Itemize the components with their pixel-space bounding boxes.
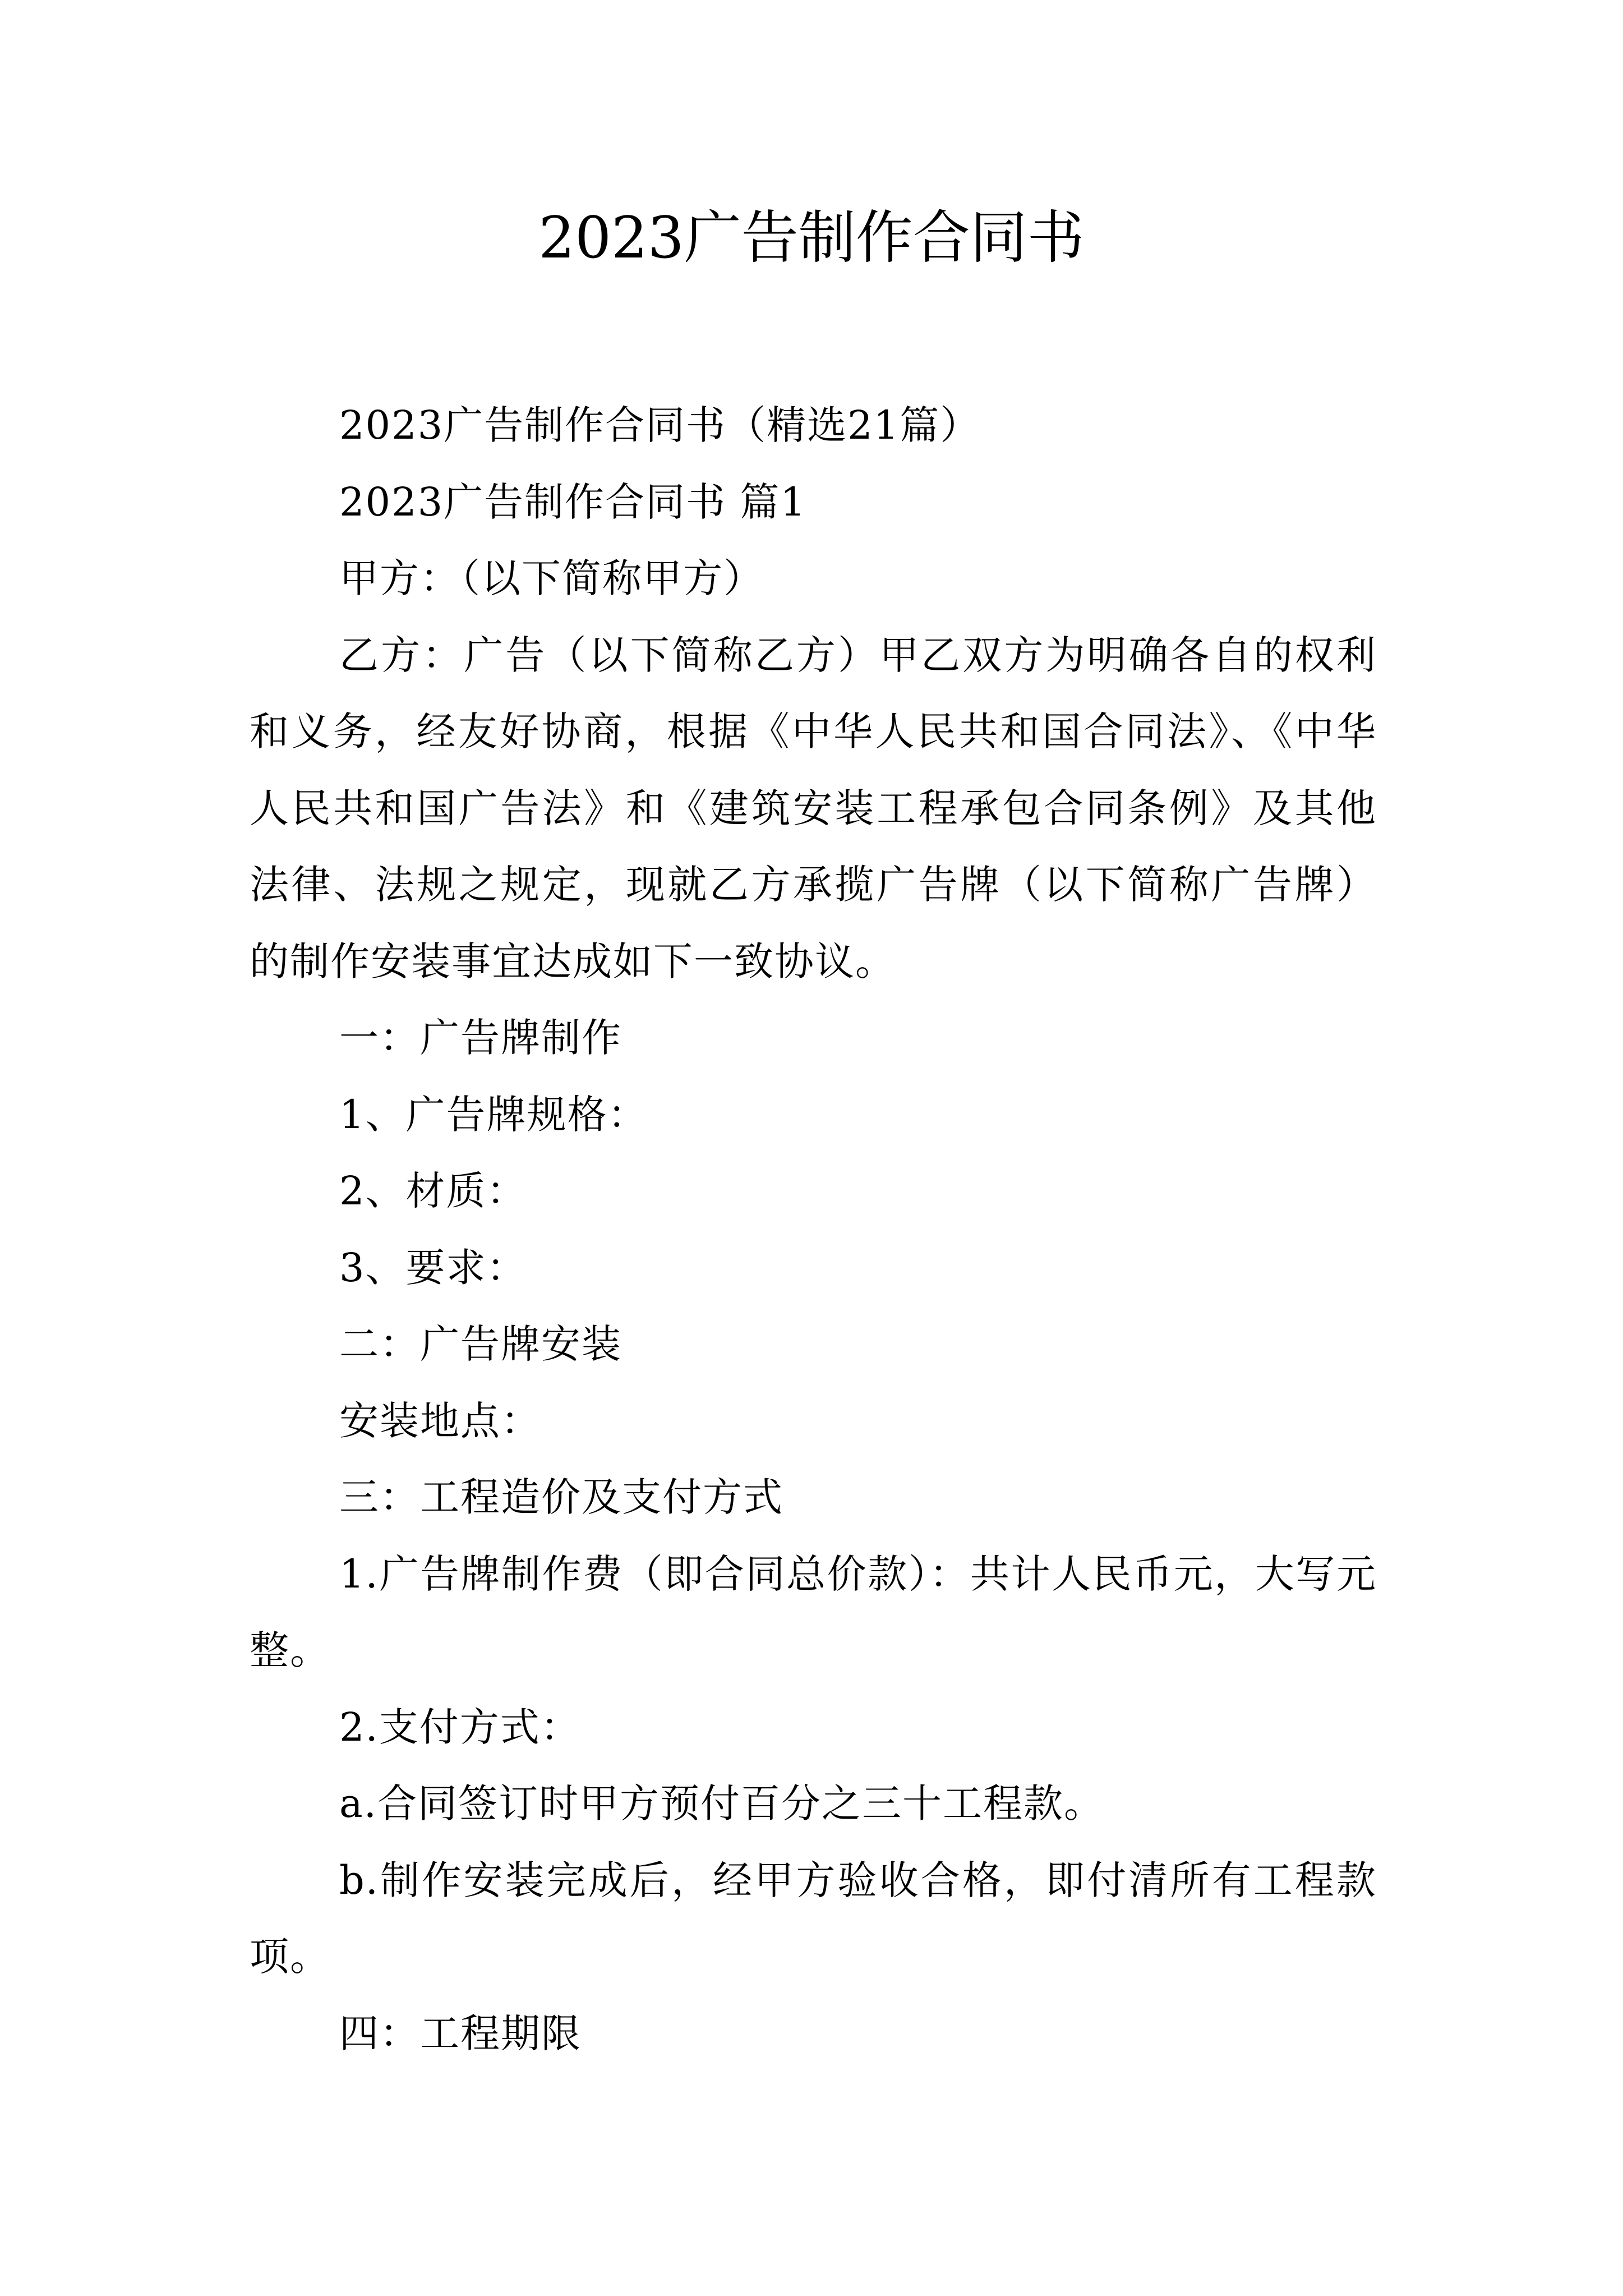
paragraph-party-a: 甲方：（以下简称甲方）: [339, 555, 764, 601]
paragraph-payment-method: 2.支付方式：: [339, 1704, 581, 1750]
paragraph-install-location: 安装地点：: [339, 1397, 541, 1444]
document-body: [250, 387, 1377, 2072]
section-heading-installation: 二：广告牌安装: [339, 1321, 622, 1367]
paragraph-collection-heading: 2023广告制作合同书（精选21篇）: [339, 402, 981, 448]
section-heading-duration: 四：工程期限: [339, 2010, 582, 2056]
paragraph-party-b: 乙方：广告（以下简称乙方）甲乙双方为明确各自的权利和义务，经友好协商，根据《中华人民共和国合同法》、《中华人民共和国广告法》和《建筑安装工程承包合同条例》及其他法律、法规之规定，现就乙方承揽广告牌（以下简称广告牌）的制作安装事宜达成如下一致协议。: [250, 632, 1377, 984]
document-title: 2023广告制作合同书: [538, 205, 1085, 272]
paragraph-prepayment: a.合同签订时甲方预付百分之三十工程款。: [339, 1780, 1104, 1826]
paragraph-article-heading: 2023广告制作合同书 篇1: [339, 478, 806, 525]
paragraph-final-payment: b.制作安装完成后，经甲方验收合格，即付清所有工程款项。: [250, 1857, 1377, 1980]
section-heading-cost-payment: 三：工程造价及支付方式: [339, 1474, 783, 1520]
paragraph-spec: 1、广告牌规格：: [339, 1091, 648, 1138]
paragraph-requirements: 3、要求：: [339, 1244, 527, 1291]
paragraph-production-fee: 1.广告牌制作费（即合同总价款）：共计人民币元，大写元整。: [250, 1550, 1377, 1673]
paragraph-material: 2、材质：: [339, 1168, 527, 1214]
section-heading-production: 一：广告牌制作: [339, 1015, 622, 1061]
